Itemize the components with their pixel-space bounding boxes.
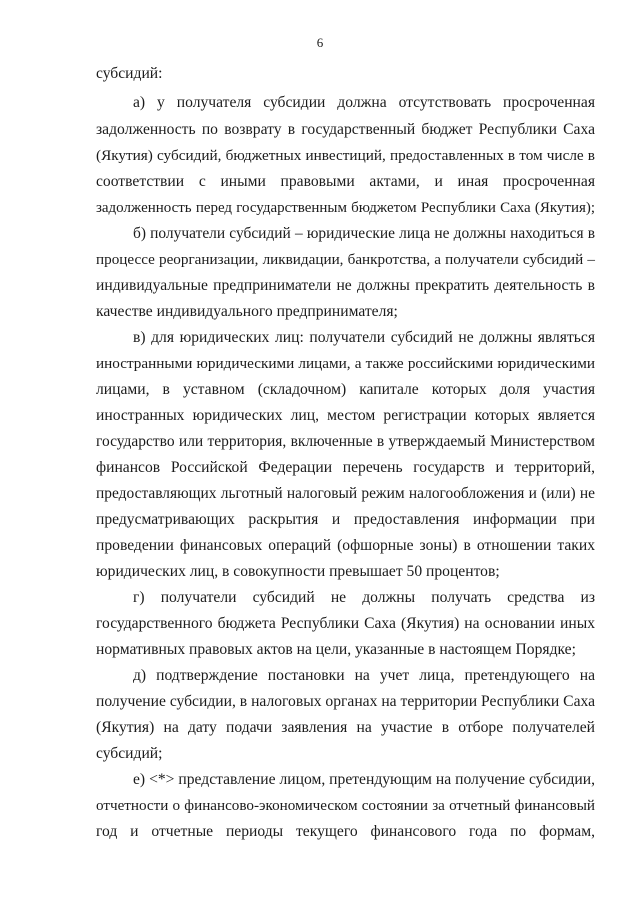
text-line: получение субсидии, в налоговых органах на территории Республики Саха: [96, 693, 595, 710]
text-line: лицами, в уставном (складочном) капитале которых доля участия: [96, 381, 595, 398]
paragraph-e-start: е) <*> представление лицом, претендующим на получение субсидии,: [133, 771, 595, 788]
paragraph-b-start: б) получатели субсидий – юридические лица не должны находиться в: [133, 225, 595, 242]
text-line: задолженность перед государственным бюджетом Республики Саха (Якутия);: [96, 200, 595, 216]
paragraph-g-start: г) получатели субсидий не должны получать средства из: [133, 589, 595, 606]
paragraph-v-start: в) для юридических лиц: получатели субсидий не должны являться: [133, 329, 595, 346]
text-line: предоставляющих льготный налоговый режим налогообложения и (или) не: [96, 485, 595, 502]
text-line: индивидуальные предприниматели не должны прекратить деятельность в: [96, 277, 595, 294]
text-line: процессе реорганизации, ликвидации, банкротства, а получатели субсидий –: [96, 251, 595, 268]
text-line: предусматривающих раскрытия и предоставления информации при: [96, 511, 595, 528]
text-line: государство или территория, включенные в утверждаемый Министерством: [96, 433, 595, 450]
paragraph-a-start: а) у получателя субсидии должна отсутствовать просроченная: [133, 94, 595, 111]
text-line: отчетности о финансово-экономическом состоянии за отчетный финансовый: [96, 798, 595, 814]
text-line: финансов Российской Федерации перечень государств и территорий,: [96, 459, 595, 476]
text-line: (Якутия) на дату подачи заявления на участие в отборе получателей: [96, 719, 595, 736]
text-line: иностранными юридическими лицами, а также российскими юридическими: [96, 355, 595, 372]
paragraph-d-start: д) подтверждение постановки на учет лица, претендующего на: [133, 667, 595, 684]
text-line: государственного бюджета Республики Саха (Якутия) на основании иных: [96, 615, 595, 632]
text-line: соответствии с иными правовыми актами, и иная просроченная: [96, 173, 595, 190]
text-line: юридических лиц, в совокупности превышает 50 процентов;: [96, 563, 500, 580]
page-number: 6: [316, 35, 324, 50]
text-line: проведении финансовых операций (офшорные зоны) в отношении таких: [96, 537, 595, 554]
text-line: нормативных правовых актов на цели, указанные в настоящем Порядке;: [96, 641, 576, 658]
text-line: задолженность по возврату в государственный бюджет Республики Саха: [96, 121, 595, 138]
text-line: (Якутия) субсидий, бюджетных инвестиций, предоставленных в том числе в: [96, 147, 595, 164]
text-line: год и отчетные периоды текущего финансового года по формам,: [96, 823, 595, 840]
text-line: иностранных юридических лиц, местом регистрации которых является: [96, 407, 595, 424]
text-line: субсидий;: [96, 745, 163, 762]
text-line: качестве индивидуального предпринимателя;: [96, 303, 398, 320]
text-line: субсидий:: [96, 65, 163, 82]
